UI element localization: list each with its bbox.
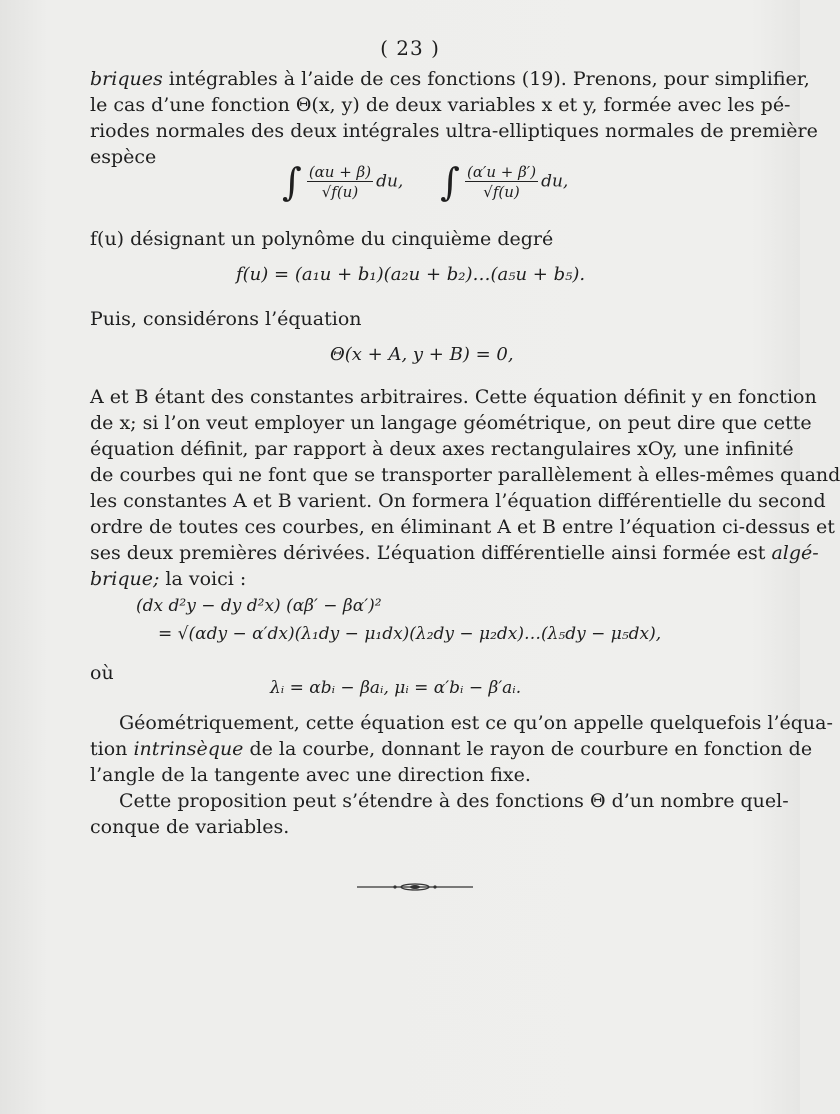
text-span: tion [90, 738, 134, 760]
text-line: f(u) désignant un polynôme du cinquième degré [90, 228, 554, 250]
equation-lambda-mu: λᵢ = αbᵢ − βaᵢ, μᵢ = α′bᵢ − β′aᵢ. [270, 678, 522, 698]
denominator: √f(u) [307, 181, 373, 201]
text-line: de x; si l’on veut employer un langage géométrique, on peut dire que cette [90, 412, 812, 434]
italic-word: brique; [90, 568, 160, 590]
fraction [465, 163, 538, 201]
italic-word: algé- [771, 542, 819, 564]
paragraph-poly-intro [90, 226, 736, 252]
paragraph-main [90, 384, 840, 592]
numerator: (αu + β) [308, 163, 372, 181]
paragraph-geometric [90, 710, 833, 788]
fraction [307, 163, 373, 201]
differential: du, [541, 171, 569, 192]
text-span: de la courbe, donnant le rayon de courbure en fonction de [243, 738, 813, 760]
paragraph-consider [90, 306, 736, 332]
integral-sign: ∫ [440, 160, 460, 204]
italic-word: briques [90, 68, 163, 90]
text-line: conque de variables. [90, 816, 290, 838]
equation-integrals [282, 160, 568, 204]
equation-theta: Θ(x + A, y + B) = 0, [330, 344, 514, 365]
text-line: de courbes qui ne font que se transporter parallèlement à elles-mêmes quand [90, 464, 840, 486]
text-span: la voici : [159, 568, 247, 590]
text-line: l’angle de la tangente avec une direction fixe. [90, 764, 531, 786]
text-span: ses deux premières dérivées. L’équation différentielle ainsi formée est [90, 542, 772, 564]
text-line: Géométriquement, cette équation est ce qu’on appelle quelquefois l’équa- [119, 712, 833, 734]
equation-polynomial: f(u) = (a₁u + b₁)(a₂u + b₂)…(a₅u + b₅). [236, 264, 586, 285]
numerator: (α′u + β′) [466, 163, 537, 181]
integral-sign: ∫ [282, 160, 302, 204]
denominator: √f(u) [465, 181, 538, 201]
text-line: équation définit, par rapport à deux axes rectangulaires xOy, une infinité [90, 438, 794, 460]
text-line: espèce [90, 146, 157, 168]
text-span: intégrables à l’aide de ces fonctions (19). Prenons, pour simplifier, [162, 68, 810, 90]
text-line: riodes normales des deux intégrales ultra-elliptiques normales de première [90, 120, 818, 142]
text-line [90, 566, 736, 592]
equation-diff-line1: (dx d²y − dy d²x) (αβ′ − βα′)² [136, 596, 382, 616]
ornament-divider-icon [355, 882, 475, 892]
text-line [90, 736, 813, 762]
text-line: Cette proposition peut s’étendre à des fonctions Θ d’un nombre quel- [119, 790, 789, 812]
differential: du, [376, 171, 404, 192]
equation-diff-line2: = √(αdy − α′dx)(λ₁dy − μ₁dx)(λ₂dy − μ₂dx)…(λ₅dy − μ₅dx), [158, 624, 662, 644]
text-line: Puis, considérons l’équation [90, 308, 362, 330]
text-line: les constantes A et B varient. On formera l’équation différentielle du second [90, 490, 826, 512]
text-line: le cas d’une fonction Θ(x, y) de deux variables x et y, formée avec les pé- [90, 94, 791, 116]
paragraph-intro [90, 66, 818, 170]
paragraph-extension [90, 788, 789, 840]
italic-word: intrinsèque [133, 738, 244, 760]
text-line [90, 540, 819, 566]
text-line: où [90, 662, 114, 684]
text-line: ordre de toutes ces courbes, en éliminant A et B entre l’équation ci-dessus et [90, 516, 835, 538]
text-line [90, 66, 810, 92]
page-number: ( 23 ) [380, 36, 440, 60]
text-line: A et B étant des constantes arbitraires. Cette équation définit y en fonction [90, 386, 817, 408]
